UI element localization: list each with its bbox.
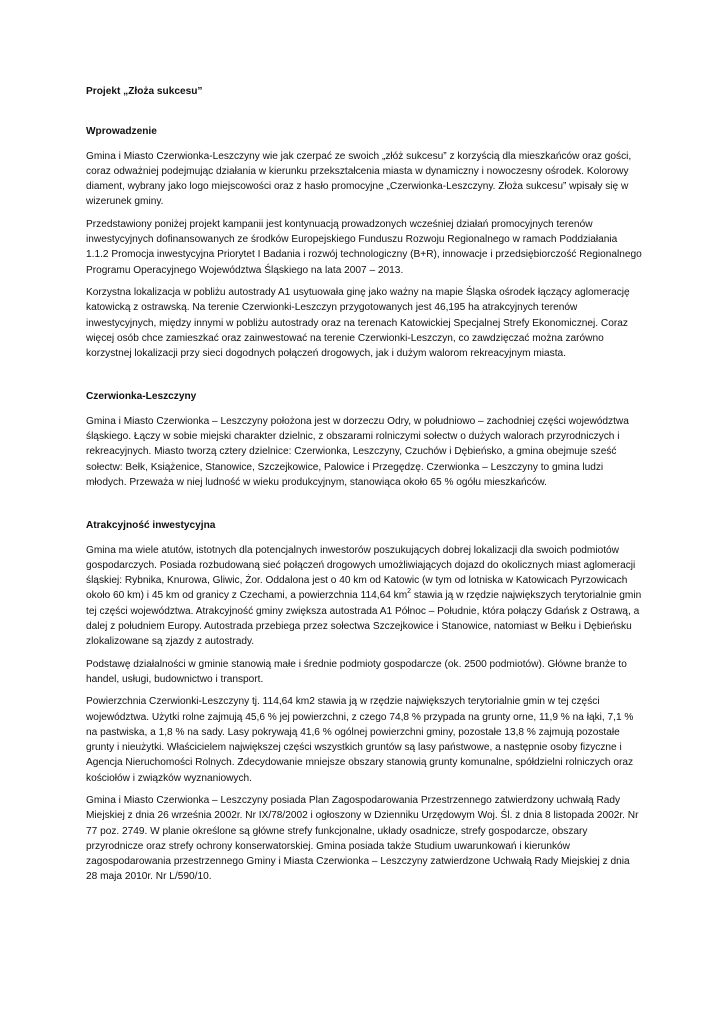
paragraph: Przedstawiony poniżej projekt kampanii jest kontynuacją prowadzonych wcześniej działań promocyjnych terenów inwestycyjnych dofinansowanych ze środków Europejskiego Funduszu Rozwoju Regionalnego w ramach Poddziałania 1.1.2 Promocja inwestycyjna Priorytet I Badania i rozwój technologiczny (B+R), innowacje i przedsiębiorczość Regionalnego Programu Operacyjnego Województwa Śląskiego na lata 2007 – 2013.	[86, 218, 642, 276]
paragraph: Powierzchnia Czerwionki-Leszczyny tj. 114,64 km2 stawia ją w rzędzie największych terytorialnie gmin w tej części województwa. Użytki rolne zajmują 45,6 % jej powierzchni, z czego 74,8 % przypada na grunty orne, 11,9 % na łąki, 7,1 % na pastwiska, a 1,8 % na sady. Lasy pokrywają 41,6 % ogólnej powierzchni gminy, pozostałe 13,8 % zajmują pozostałe grunty i nieużytki. Właścicielem największej części wszystkich gruntów są lasy państwowe, a następnie osoby fizyczne i Agencja Nieruchomości Rolnych. Zdecydowanie mniejsze obszary stanowią grunty komunalne, spółdzielni rolniczych oraz kościołów i związków wyznaniowych.	[86, 696, 634, 784]
paragraph: Korzystna lokalizacja w pobliżu autostrady A1 usytuowała ginę jako ważny na mapie Śląska ośrodek łączący aglomerację katowicką z ostrawską. Na terenie Czerwionki-Leszczyn przygotowanych jest 46,195 ha atrakcyjnych terenów inwestycyjnych, między innymi w pobliżu autostrady oraz na terenach Katowickiej Specjalnej Strefy Ekonomicznej. Coraz więcej osób chce zamieszkać oraz zainwestować na terenie Czerwionki-Leszczyn, co zawdzięczać można zarówno korzystnej lokalizacji przy sieci dogodnych połączeń drogowych, jak i dużym walorom rekreacyjnym miasta.	[86, 286, 630, 360]
paragraph	[86, 543, 642, 650]
section-heading-czerwionka-leszczyny: Czerwionka-Leszczyny	[86, 391, 197, 403]
document-title: Projekt „Złoża sukcesu”	[86, 86, 203, 97]
paragraph: Gmina i Miasto Czerwionka – Leszczyny położona jest w dorzeczu Odry, w południowo – zachodniej części województwa śląskiego. Łączy w sobie miejski charakter dzielnic, z obszarami rolniczymi sołectw o dużych walorach przyrodniczych i rekreacyjnych. Miasto tworzą cztery dzielnice: Czerwionka, Leszczyny, Czuchów i Dębieńsko, a gmina obejmuje sześć sołectw: Bełk, Książenice, Stanowice, Szczejkowice, Palowice i Przegędzę. Czerwionka – Leszczyny to gmina ludzi młodych. Przeważa w niej ludność w wieku produkcyjnym, stanowiąca około 65 % ogółu mieszkańców.	[86, 415, 629, 488]
paragraph-text: Gmina ma wiele atutów, istotnych dla potencjalnych inwestorów poszukujących dobrej lokalizacji dla swoich podmiotów gospodarczych. Posiada rozbudowaną sieć połączeń drogowych umożliwiających dojazd do okolicznych miast aglomeracji śląskiej: Rybnika, Knurowa, Gliwic, Żor. Oddalona jest o 40 km od Katowic (w tym od lotniska w Katowicach Pyrzowicach około 60 km) i 45 km od granicy z Czechami, a powierzchnia 114,64 km	[86, 544, 636, 602]
document-page	[86, 84, 642, 892]
section-heading-investment-attractiveness: Atrakcyjność inwestycyjna	[86, 520, 216, 532]
superscript: 2	[407, 588, 412, 596]
paragraph: Podstawę działalności w gminie stanowią małe i średnie podmioty gospodarcze (ok. 2500 podmiotów). Główne branże to handel, usługi, budownictwo i transport.	[86, 658, 627, 685]
paragraph-text-tail: stawia ją w rzędzie największych terytorialnie gmin tej części województwa. Atrakcyjność gminy zwiększa autostrada A1 Północ – Południe, która połączy Gdańsk z Ostrawą, a dalej z południem Europy. Autostrada przebiega przez sołectwa Szczejkowice i Stanowice, natomiast w Bełku i Dębieńsku zlokalizowane są zjazdy z autostrady.	[86, 590, 642, 648]
section-heading-introduction: Wprowadzenie	[86, 126, 157, 138]
paragraph: Gmina i Miasto Czerwionka-Leszczyny wie jak czerpać ze swoich „złóż sukcesu” z korzyścią dla mieszkańców oraz gości, coraz odważniej podejmując działania w kierunku przekształcenia miasta w dynamiczny i nowoczesny ośrodek. Kolorowy diament, wybrany jako logo miejscowości oraz z hasło promocyjne „Czerwionka-Leszczyny. Złoża sukcesu” wpisały się w wizerunek gminy.	[86, 150, 632, 208]
paragraph: Gmina i Miasto Czerwionka – Leszczyny posiada Plan Zagospodarowania Przestrzennego zatwierdzony uchwałą Rady Miejskiej z dnia 26 września 2002r. Nr IX/78/2002 i ogłoszony w Dzienniku Urzędowym Woj. Śl. z dnia 8 listopada 2002r. Nr 77 poz. 2749. W planie określone są główne strefy funkcjonalne, układy osadnicze, strefy gospodarcze, obszary przyrodnicze oraz strefy ochrony konserwatorskiej. Gmina posiada także Studium uwarunkowań i kierunków zagospodarowania przestrzennego Gminy i Miasta Czerwionka – Leszczyny zatwierdzone Uchwałą Rady Miejskiej z dnia 28 maja 2010r. Nr L/590/10.	[86, 794, 639, 883]
